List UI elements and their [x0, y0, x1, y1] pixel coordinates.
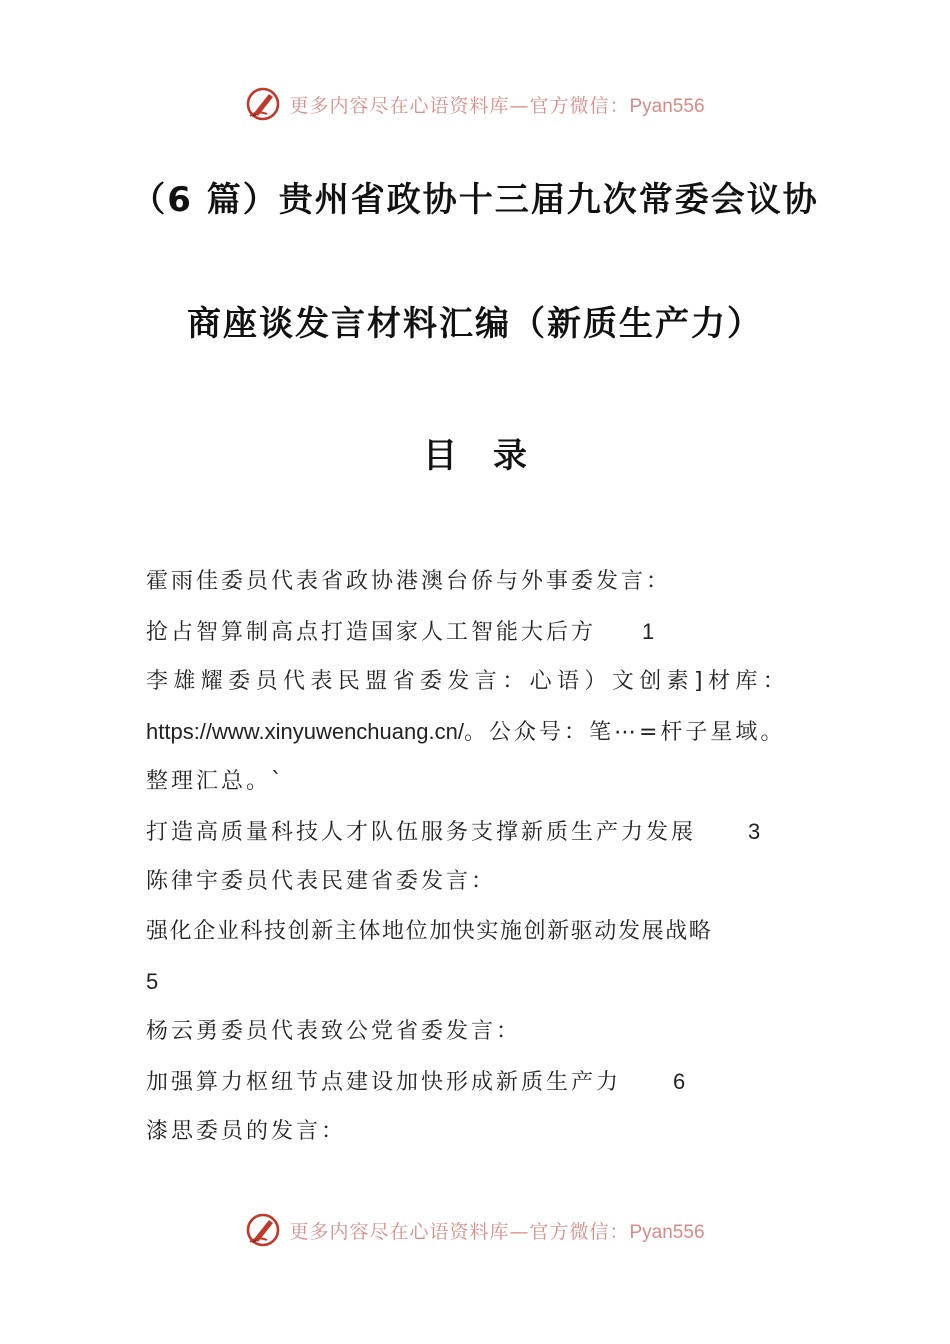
toc-speaker-2: 李雄耀委员代表民盟省委发言：心语）文创素]材库：	[146, 669, 791, 694]
toc-entry-2-title: 打造高质量科技人才队伍服务支撑新质生产力发展	[146, 820, 697, 845]
toc-entry-1-page: 1	[642, 619, 655, 644]
toc-heading-char-2: 录	[493, 436, 527, 476]
banner-handle: Pyan556	[629, 1221, 705, 1243]
watermark-line	[146, 710, 826, 760]
toc-entry-4-title: 加强算力枢纽节点建设加快形成新质生产力	[146, 1070, 622, 1095]
toc-entry-2[interactable]	[146, 810, 826, 860]
table-of-contents	[146, 560, 826, 1160]
toc-entry-3[interactable]	[146, 910, 826, 960]
toc-entry-3-title: 强化企业科技创新主体地位加快实施创新驱动发展战略	[146, 919, 713, 944]
footer-banner	[0, 1208, 950, 1252]
toc-entry-2-page: 3	[748, 819, 761, 844]
document-title-line-2: 商座谈发言材料汇编（新质生产力）	[187, 304, 763, 344]
toc-heading-char-1: 目	[423, 436, 457, 476]
banner-text: 更多内容尽在心语资料库—官方微信：Pyan556	[289, 94, 705, 117]
pen-logo-icon	[245, 86, 281, 122]
toc-entry-3-page: 5	[146, 969, 159, 994]
toc-speaker-4: 杨云勇委员代表致公党省委发言：	[146, 1019, 522, 1044]
toc-entry-1-title: 抢占智算制高点打造国家人工智能大后方	[146, 620, 597, 645]
pen-logo-icon	[245, 1212, 281, 1248]
banner-handle: Pyan556	[629, 95, 705, 117]
header-banner	[0, 82, 950, 126]
toc-entry-4-page: 6	[673, 1069, 686, 1094]
toc-entry-4[interactable]	[146, 1060, 826, 1110]
watermark-tail: 整理汇总。`	[146, 769, 286, 794]
toc-speaker-1: 霍雨佳委员代表省政协港澳台侨与外事委发言：	[146, 569, 672, 594]
watermark-text: 。公众号：笔⋯=杆子星域。	[463, 720, 786, 745]
banner-text: 更多内容尽在心语资料库—官方微信：Pyan556	[289, 1220, 705, 1243]
toc-speaker-5: 漆思委员的发言：	[146, 1119, 347, 1144]
toc-entry-1[interactable]	[146, 610, 826, 660]
document-title-line-1: （6 篇）贵州省政协十三届九次常委会议协	[131, 180, 819, 220]
toc-heading	[0, 428, 950, 477]
toc-speaker-3: 陈律宇委员代表民建省委发言：	[146, 869, 497, 894]
watermark-url[interactable]: https://www.xinyuwenchuang.cn/	[146, 719, 464, 744]
toc-entry-3-page-row	[146, 960, 826, 1010]
